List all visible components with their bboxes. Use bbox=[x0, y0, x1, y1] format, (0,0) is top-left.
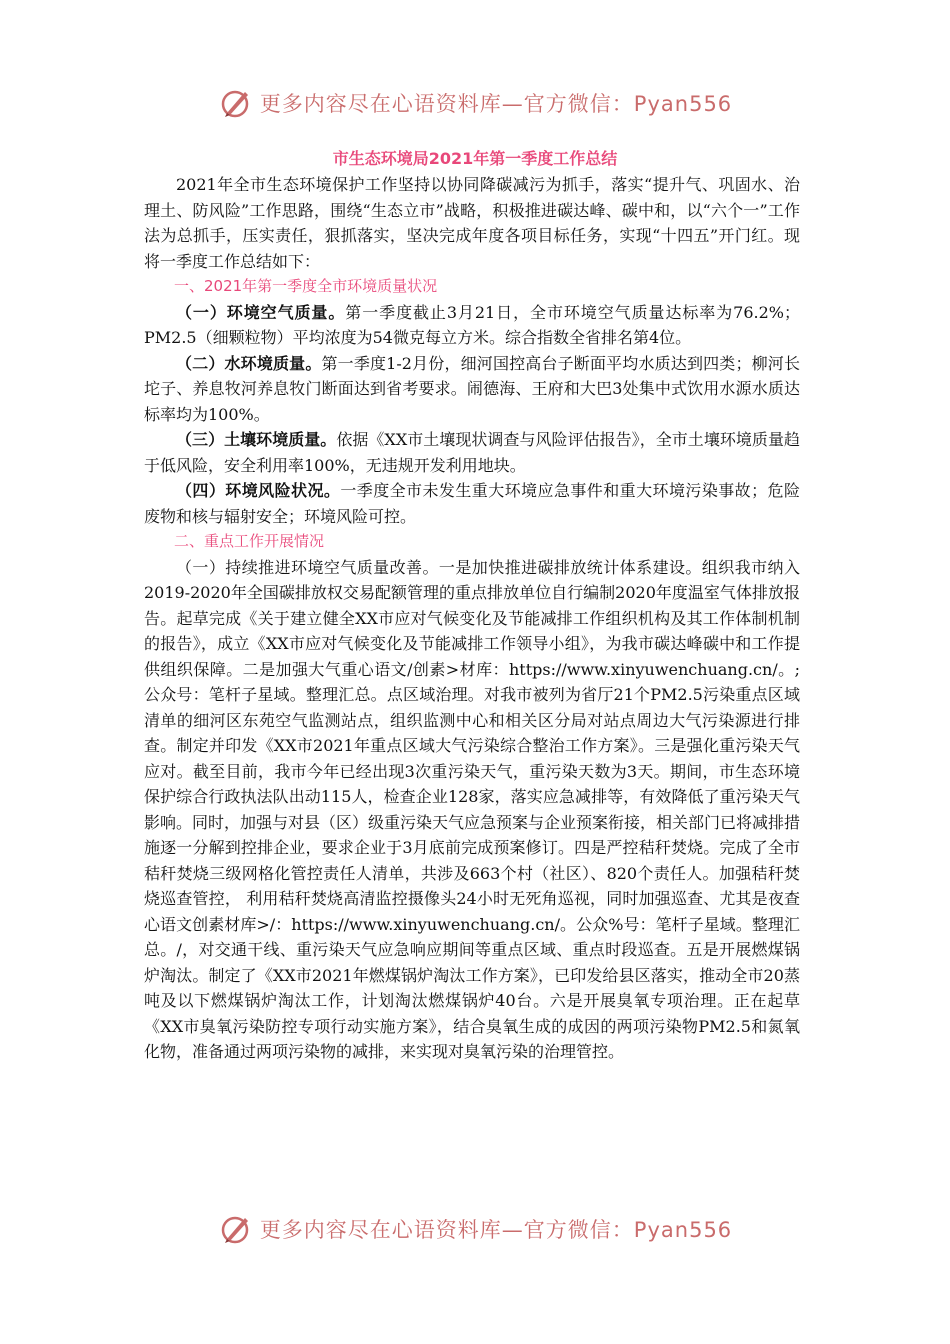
risk-status-label: （四）环境风险状况。 bbox=[176, 481, 341, 500]
banner-text: 更多内容尽在心语资料库—官方微信：Pyan556 bbox=[259, 92, 733, 116]
footer-banner bbox=[0, 1212, 950, 1246]
soil-quality-text: 依据《XX市土壤现状调查与风险评估报告》，全市土壤环境质量趋于低风险，安全利用率100%，无违规开发利用地块。 bbox=[144, 430, 800, 475]
intro-paragraph: 2021年全市生态环境保护工作坚持以协同降碳减污为抓手，落实“提升气、巩固水、治理土、防风险”工作思路，围绕“生态立市”战略，积极推进碳达峰、碳中和，以“六个一”工作法为总抓手，压实责任，狠抓落实，坚决完成年度各项目标任务，实现“十四五”开门红。现将一季度工作总结如下： bbox=[144, 175, 800, 271]
water-quality-label: （二）水环境质量。 bbox=[176, 353, 322, 373]
soil-quality-paragraph bbox=[144, 427, 800, 478]
air-quality-paragraph bbox=[144, 300, 800, 351]
air-quality-text: 第一季度截止3月21日，全市环境空气质量达标率为76.2%；PM2.5（细颗粒物）平均浓度为54微克每立方米。综合指数全省排名第4位。 bbox=[144, 302, 800, 347]
pen-circle-icon bbox=[218, 1212, 252, 1246]
pen-circle-icon bbox=[218, 86, 252, 120]
section2-body: （一）持续推进环境空气质量改善。一是加快推进碳排放统计体系建设。组织我市纳入2019-2020年全国碳排放权交易配额管理的重点排放单位自行编制2020年度温室气体排放报告。起草完成《关于建立健全XX市应对气候变化及节能减排工作组织机构及其工作体制机制的报告》，成立《XX市应对气候变化及节能减排工作领导小组》，为我市碳达峰碳中和工作提供组织保障。二是加强大气重心语文/创素>材库：https://www.xinyuwenchuang.cn/。;公众号：笔杆子星域。整理汇总。点区域治理。对我市被列为省厅21个PM2.5污染重点区域清单的细河区东苑空气监测站点，组织监测中心和相关区分局对站点周边大气污染源进行排查。制定并印发《XX市2021年重点区域大气污染综合整治工作方案》。三是强化重污染天气应对。截至目前，我市今年已经出现3次重污染天气，重污染天数为3天。期间，市生态环境保护综合行政执法队出动115人，检查企业128家，落实应急减排等，有效降低了重污染天气影响。同时，加强与对县（区）级重污染天气应急预案与企业预案衔接，相关部门已将减排措施逐一分解到控排企业，要求企业于3月底前完成预案修订。四是严控秸秆焚烧。完成了全市秸秆焚烧三级网格化管控责任人清单，共涉及663个村（社区）、820个责任人。加强秸秆焚烧巡查管控， 利用秸秆焚烧高清监控摄像头24小时无死角巡视，同时加强巡查、尤其是夜查心语文创素材库>/：https://www.xinyuwenchuang.cn/。公众%号：笔杆子星域。整理汇总。/，对交通干线、重污染天气应急响应期间等重点区域、重点时段巡查。五是开展燃煤锅炉淘汰。制定了《XX市2021年燃煤锅炉淘汰工作方案》，已印发给县区落实，推动全市20蒸吨及以下燃煤锅炉淘汰工作，计划淘汰燃煤锅炉40台。六是开展臭氧专项治理。正在起草《XX市臭氧污染防控专项行动实施方案》，结合臭氧生成的成因的两项污染物PM2.5和氮氧化物，准备通过两项污染物的减排，来实现对臭氧污染的治理管控。 bbox=[144, 557, 801, 1061]
water-quality-text: 第一季度1-2月份，细河国控高台子断面平均水质达到四类；柳河长坨子、养息牧河养息牧门断面达到省考要求。闹德海、王府和大巴3处集中式饮用水源水质达标率均为100%。 bbox=[144, 353, 800, 424]
risk-status-text: 一季度全市未发生重大环境应急事件和重大环境污染事故；危险废物和核与辐射安全；环境风险可控。 bbox=[144, 481, 800, 526]
section1-heading: 一、2021年第一季度全市环境质量状况 bbox=[174, 277, 438, 295]
header-banner bbox=[0, 86, 950, 120]
risk-status-paragraph bbox=[144, 478, 800, 529]
banner-text: 更多内容尽在心语资料库—官方微信：Pyan556 bbox=[259, 1218, 733, 1242]
soil-quality-label: （三）土壤环境质量。 bbox=[176, 430, 337, 449]
air-quality-label: （一）环境空气质量。 bbox=[176, 302, 346, 322]
section2-heading: 二、重点工作开展情况 bbox=[174, 532, 325, 550]
document-title: 市生态环境局2021年第一季度工作总结 bbox=[332, 149, 618, 168]
water-quality-paragraph bbox=[144, 351, 800, 428]
document-body bbox=[144, 172, 800, 1065]
